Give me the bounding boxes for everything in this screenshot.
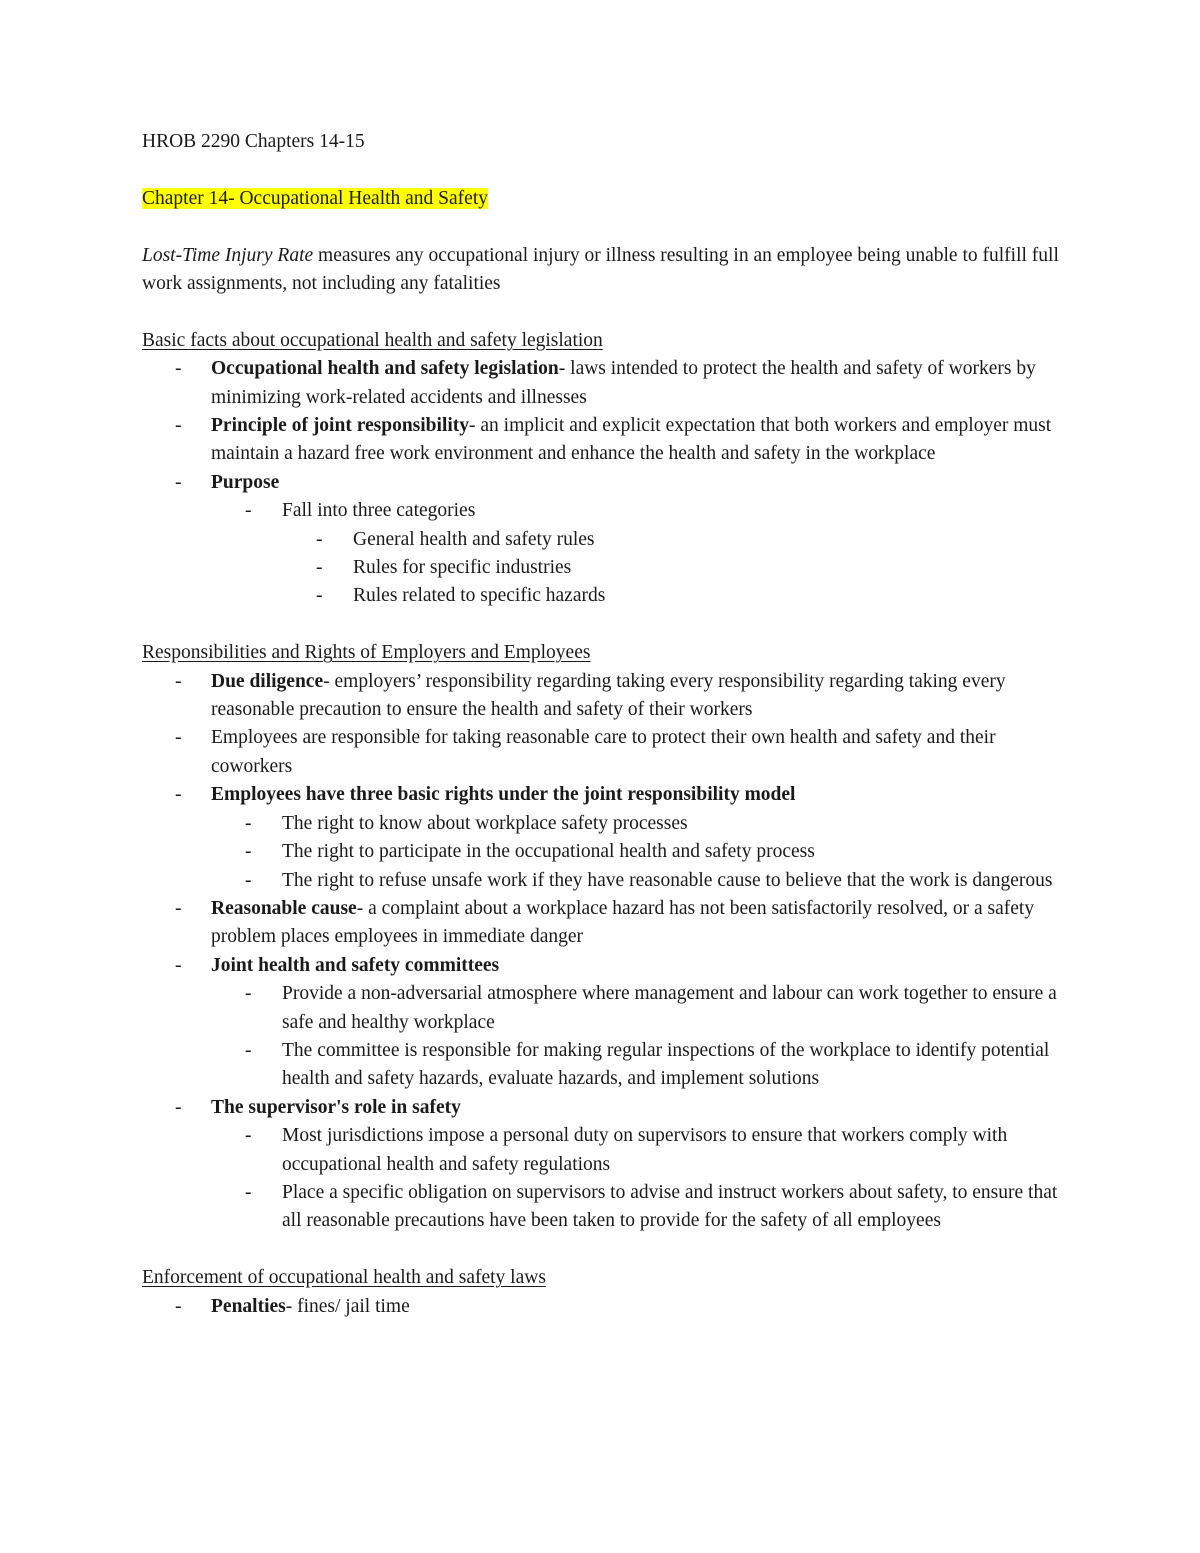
list-item-term: Principle of joint responsibility [211, 415, 470, 437]
list-item [142, 952, 1062, 1094]
bullet-list-level-2 [211, 497, 1062, 611]
list-item [142, 412, 1062, 469]
list-item [142, 810, 1062, 838]
section-heading: Enforcement of occupational health and safety laws [142, 1267, 546, 1289]
list-item-term: The supervisor's role in safety [211, 1096, 461, 1118]
content-section [142, 1264, 1062, 1321]
list-item-term: Reasonable cause [211, 897, 357, 919]
dash-bullet: - [175, 358, 182, 380]
list-item [142, 1094, 1062, 1236]
dash-bullet: - [245, 812, 252, 834]
sections-container [142, 327, 1062, 1321]
list-item [142, 867, 1062, 895]
dash-bullet: - [175, 897, 182, 919]
intro-paragraph [142, 242, 1062, 299]
list-item-text: Most jurisdictions impose a personal duty on supervisors to ensure that workers comply with occupational health and safety regulations [282, 1125, 1008, 1175]
bullet-list-level-2 [211, 810, 1062, 895]
list-item [142, 1293, 1062, 1321]
list-item-term: Purpose [211, 471, 280, 493]
dash-bullet: - [175, 784, 182, 806]
list-item [142, 554, 1062, 582]
list-item-text: The right to refuse unsafe work if they have reasonable cause to believe that the work is dangerous [282, 869, 1053, 891]
dash-bullet: - [245, 500, 252, 522]
dash-bullet: - [245, 1039, 252, 1061]
dash-bullet: - [316, 585, 323, 607]
dash-bullet: - [245, 983, 252, 1005]
dash-bullet: - [175, 1096, 182, 1118]
dash-bullet: - [316, 557, 323, 579]
chapter-heading [142, 185, 1062, 213]
list-item-text: General health and safety rules [353, 528, 595, 550]
list-item-term: Occupational health and safety legislation [211, 358, 559, 380]
list-item [142, 497, 1062, 611]
bullet-list-level-1 [142, 1293, 1062, 1321]
dash-bullet: - [316, 528, 323, 550]
section-heading: Responsibilities and Rights of Employers and Employees [142, 642, 591, 664]
list-item-text: - an implicit and explicit expectation that both workers and employer must maintain a hazard free work environment and enhance the health and safety in the workplace [211, 415, 1052, 465]
bullet-list-level-1 [142, 355, 1062, 611]
bullet-list-level-1 [142, 668, 1062, 1236]
list-item-text: Rules for specific industries [353, 557, 572, 579]
section-heading: Basic facts about occupational health and safety legislation [142, 329, 603, 351]
intro-term: Lost-Time Injury Rate [142, 244, 314, 266]
list-item-text: The committee is responsible for making regular inspections of the workplace to identify potential health and safety hazards, evaluate hazards, and implement solutions [282, 1039, 1050, 1090]
list-item [142, 582, 1062, 610]
list-item [142, 1122, 1062, 1179]
bullet-list-level-3 [282, 526, 1062, 611]
dash-bullet: - [245, 1125, 252, 1147]
list-item [142, 668, 1062, 725]
list-item-text: Rules related to specific hazards [353, 585, 606, 607]
list-item-text: The right to know about workplace safety processes [282, 812, 688, 834]
list-item-text: Place a specific obligation on supervisors to advise and instruct workers about safety, to ensure that all reasonable precautions have been taken to provide for the safety of all employees [282, 1181, 1058, 1232]
list-item [142, 1179, 1062, 1236]
list-item-term: Penalties [211, 1295, 286, 1317]
list-item [142, 895, 1062, 952]
list-item [142, 838, 1062, 866]
list-item-text: - employers’ responsibility regarding taking every responsibility regarding taking every reasonable precaution to ensure the health and safety of their workers [211, 670, 1006, 721]
list-item-text: - fines/ jail time [285, 1295, 410, 1317]
list-item [142, 526, 1062, 554]
dash-bullet: - [175, 954, 182, 976]
bullet-list-level-2 [211, 1122, 1062, 1236]
dash-bullet: - [175, 727, 182, 749]
list-item-term: Joint health and safety committees [211, 954, 500, 976]
dash-bullet: - [175, 471, 182, 493]
list-item-text: The right to participate in the occupational health and safety process [282, 841, 815, 863]
document-title: HROB 2290 Chapters 14-15 [142, 131, 365, 152]
list-item [142, 355, 1062, 412]
list-item [142, 469, 1062, 611]
content-section [142, 327, 1062, 611]
dash-bullet: - [175, 670, 182, 692]
dash-bullet: - [175, 1295, 182, 1317]
content-section [142, 639, 1062, 1236]
list-item-text: Provide a non-adversarial atmosphere where management and labour can work together to ensure a safe and healthy workplace [282, 983, 1057, 1033]
chapter-heading-highlight: Chapter 14- Occupational Health and Safety [142, 187, 489, 209]
dash-bullet: - [175, 415, 182, 437]
list-item-text: - a complaint about a workplace hazard has not been satisfactorily resolved, or a safety problem places employees in immediate danger [211, 897, 1035, 948]
list-item [142, 781, 1062, 895]
list-item-text: Fall into three categories [282, 500, 476, 522]
dash-bullet: - [245, 1181, 252, 1203]
bullet-list-level-2 [211, 980, 1062, 1094]
list-item-term: Due diligence [211, 670, 324, 692]
list-item [142, 980, 1062, 1037]
list-item-term: Employees have three basic rights under the joint responsibility model [211, 784, 796, 806]
intro-text: measures any occupational injury or illness resulting in an employee being unable to fulfill full work assignments, not including any fatalities [142, 244, 1059, 294]
list-item-text: Employees are responsible for taking reasonable care to protect their own health and safety and their coworkers [211, 727, 996, 777]
document-page [142, 128, 1062, 1349]
list-item [142, 724, 1062, 781]
list-item-text: - laws intended to protect the health and safety of workers by minimizing work-related accidents and illnesses [211, 358, 1036, 408]
dash-bullet: - [245, 841, 252, 863]
dash-bullet: - [245, 869, 252, 891]
list-item [142, 1037, 1062, 1094]
